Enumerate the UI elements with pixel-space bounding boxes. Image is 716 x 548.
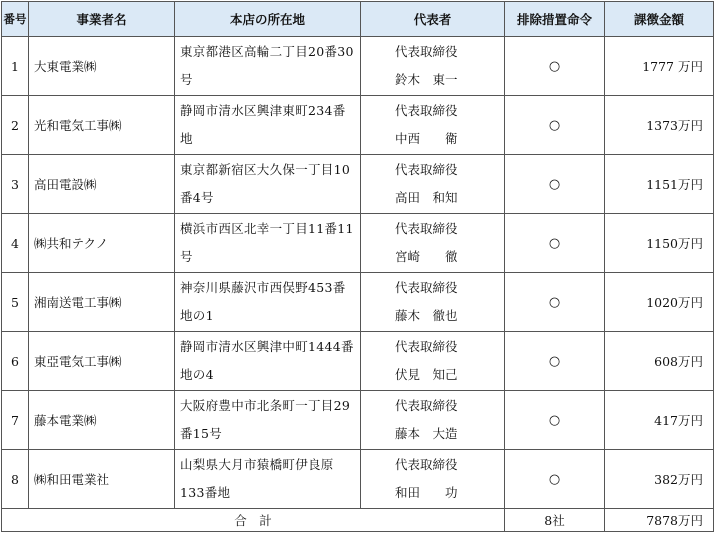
representative-cell: [361, 450, 505, 509]
surcharge-amount: 382万円: [605, 450, 714, 509]
exclusion-order-mark: ○: [505, 214, 605, 273]
surcharge-amount: 1150万円: [605, 214, 714, 273]
total-amount: 7878万円: [605, 509, 714, 532]
company-address: 大阪府豊中市北条町一丁目29番15号: [175, 391, 361, 450]
company-address: 横浜市西区北幸一丁目11番11号: [175, 214, 361, 273]
total-count: 8社: [505, 509, 605, 532]
table-row: [2, 37, 714, 96]
table-row: [2, 332, 714, 391]
header-address: 本店の所在地: [175, 2, 361, 37]
company-name: 大東電業㈱: [29, 37, 175, 96]
representative-cell: [361, 273, 505, 332]
header-representative: 代表者: [361, 2, 505, 37]
surcharge-amount: 1777 万円: [605, 37, 714, 96]
exclusion-order-mark: ○: [505, 391, 605, 450]
company-address: 神奈川県藤沢市西俣野453番地の1: [175, 273, 361, 332]
table-row: [2, 391, 714, 450]
row-number: 6: [2, 332, 29, 391]
table-row: [2, 155, 714, 214]
exclusion-order-mark: ○: [505, 332, 605, 391]
company-name: 光和電気工事㈱: [29, 96, 175, 155]
header-name: 事業者名: [29, 2, 175, 37]
exclusion-order-mark: ○: [505, 450, 605, 509]
representative-cell: [361, 96, 505, 155]
representative-title: 代表取締役: [395, 280, 458, 295]
table-row: [2, 450, 714, 509]
representative-title: 代表取締役: [395, 103, 458, 118]
surcharge-table: [1, 1, 714, 532]
row-number: 8: [2, 450, 29, 509]
representative-cell: [361, 155, 505, 214]
exclusion-order-mark: ○: [505, 37, 605, 96]
surcharge-amount: 1373万円: [605, 96, 714, 155]
representative-name: 伏見 知己: [395, 367, 458, 382]
representative-cell: [361, 391, 505, 450]
representative-title: 代表取締役: [395, 221, 458, 236]
company-name: ㈱共和テクノ: [29, 214, 175, 273]
row-number: 3: [2, 155, 29, 214]
row-number: 5: [2, 273, 29, 332]
header-exclusion-order: 排除措置命令: [505, 2, 605, 37]
exclusion-order-mark: ○: [505, 96, 605, 155]
company-name: ㈱和田電業社: [29, 450, 175, 509]
row-number: 1: [2, 37, 29, 96]
row-number: 4: [2, 214, 29, 273]
company-address: 静岡市清水区興津東町234番地: [175, 96, 361, 155]
surcharge-amount: 1020万円: [605, 273, 714, 332]
representative-name: 藤本 大造: [395, 426, 458, 441]
company-address: 東京都港区高輪二丁目20番30号: [175, 37, 361, 96]
header-no: 番号: [2, 2, 29, 37]
company-address: 静岡市清水区興津中町1444番地の4: [175, 332, 361, 391]
representative-name: 宮崎 徹: [395, 249, 458, 264]
company-address: 山梨県大月市猿橋町伊良原133番地: [175, 450, 361, 509]
company-name: 東亞電気工事㈱: [29, 332, 175, 391]
representative-cell: [361, 214, 505, 273]
header-row: [2, 2, 714, 37]
table-row: [2, 214, 714, 273]
table-row: [2, 273, 714, 332]
representative-title: 代表取締役: [395, 339, 458, 354]
representative-title: 代表取締役: [395, 457, 458, 472]
row-number: 2: [2, 96, 29, 155]
surcharge-amount: 417万円: [605, 391, 714, 450]
representative-name: 鈴木 東一: [395, 72, 458, 87]
total-row: [2, 509, 714, 532]
representative-title: 代表取締役: [395, 398, 458, 413]
company-address: 東京都新宿区大久保一丁目10番4号: [175, 155, 361, 214]
representative-name: 中西 衛: [395, 131, 458, 146]
representative-title: 代表取締役: [395, 162, 458, 177]
exclusion-order-mark: ○: [505, 155, 605, 214]
company-name: 高田電設㈱: [29, 155, 175, 214]
total-label: 合 計: [2, 509, 505, 532]
representative-name: 高田 和知: [395, 190, 458, 205]
table-row: [2, 96, 714, 155]
header-surcharge: 課徴金額: [605, 2, 714, 37]
surcharge-amount: 1151万円: [605, 155, 714, 214]
representative-name: 藤木 徹也: [395, 308, 458, 323]
exclusion-order-mark: ○: [505, 273, 605, 332]
surcharge-amount: 608万円: [605, 332, 714, 391]
row-number: 7: [2, 391, 29, 450]
representative-name: 和田 功: [395, 485, 458, 500]
representative-cell: [361, 332, 505, 391]
representative-cell: [361, 37, 505, 96]
company-name: 藤本電業㈱: [29, 391, 175, 450]
company-name: 湘南送電工事㈱: [29, 273, 175, 332]
representative-title: 代表取締役: [395, 44, 458, 59]
